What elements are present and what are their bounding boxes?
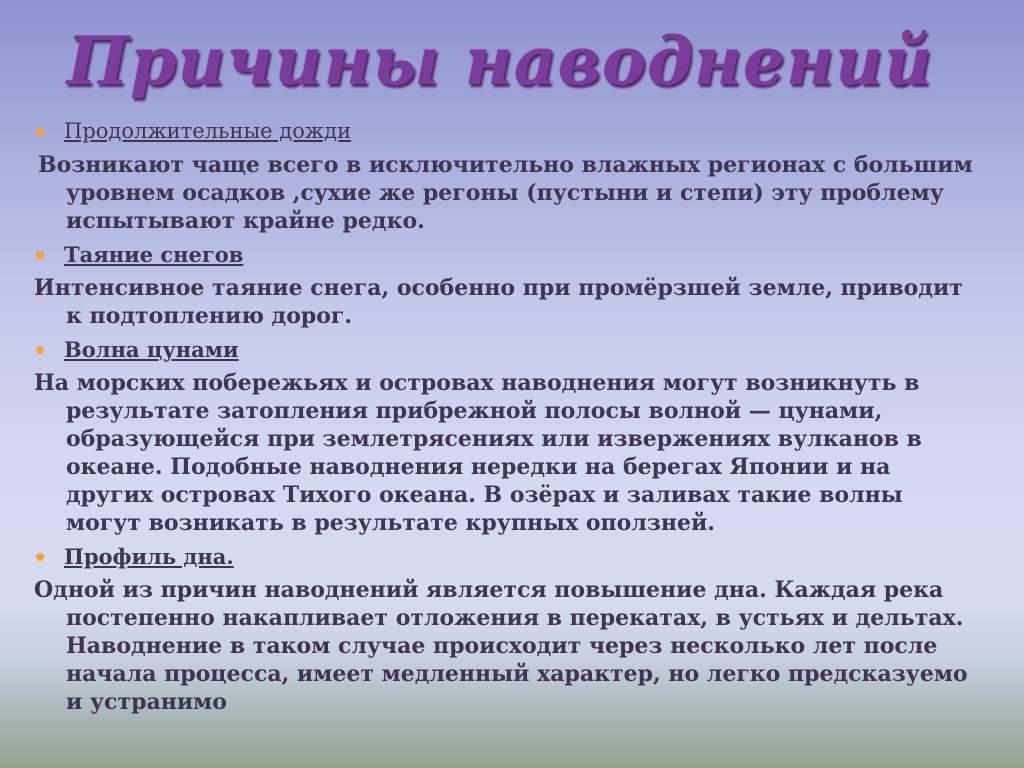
heading-rains: Продолжительные дожди xyxy=(64,119,352,143)
bullet-dot-icon xyxy=(36,346,44,354)
slide-title: Причины наводнений xyxy=(66,22,934,100)
slide-content xyxy=(34,114,984,722)
bullet-dot-icon xyxy=(36,251,44,259)
bullet-tsunami xyxy=(34,336,984,363)
text-bottom: Одной из причин наводнений является повышение дна. Каждая река постепенно накапливает отложения в перекатах, в устьях и дельтах. Наводнение в таком случае происходит через несколько лет после начала процесса, имеет медленный характер, но легко предсказуемо и устранимо xyxy=(34,577,968,715)
bullet-bottom xyxy=(34,543,984,570)
heading-tsunami: Волна цунами xyxy=(64,337,239,362)
text-tsunami: На морских побережьях и островах наводнения могут возникнуть в результате затопления прибрежной полосы волной — цунами, образующейся при землетрясениях или извержениях вулканов в океане. Подобные наводнения нередки на берегах Японии и на других островах Тихого океана. В озёрах и заливах такие волны могут возникать в результате крупных оползней. xyxy=(34,370,922,536)
bullet-snow xyxy=(34,241,984,268)
bullet-dot-icon xyxy=(36,128,44,136)
text-snow: Интенсивное таяние снега, особенно при промёрзшей земле, приводит к подтоплению дорог. xyxy=(34,275,963,329)
heading-snow: Таяние снегов xyxy=(64,242,244,267)
bullet-dot-icon xyxy=(36,553,44,561)
bullet-rains xyxy=(34,118,984,145)
text-rains: Возникают чаще всего в исключительно влажных регионах с большим уровнем осадков ,сухие же регоны (пустыни и степи) эту проблему испытывают крайне редко. xyxy=(38,152,973,234)
heading-bottom: Профиль дна. xyxy=(64,544,234,569)
